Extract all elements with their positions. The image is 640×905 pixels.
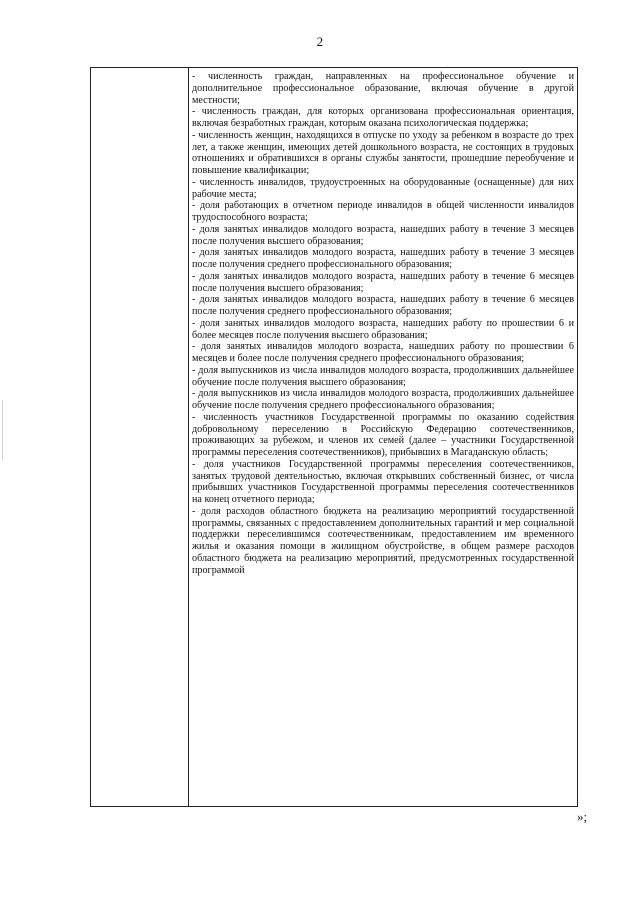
page-number: 2 [316,34,324,49]
indicator-item: - численность граждан, для которых организована профессиональная ориентация, включая безработных граждан, которым оказана психологическая поддержка; [192,106,574,129]
indicator-item: - доля участников Государственной программы переселения соотечественников, занятых трудовой деятельностью, включая открывших собственный бизнес, от числа прибывших участников Государственной программы переселения соотечественников на конец отчетного периода; [192,458,574,505]
indicator-table [90,67,578,807]
indicator-item: - доля занятых инвалидов молодого возраста, нашедших работу по прошествии 6 и более месяцев после получения высшего образования; [192,317,574,341]
margin-mark [2,400,3,460]
indicators-cell [192,71,574,576]
indicator-item: - доля выпускников из числа инвалидов молодого возраста, продолживших дальнейшее обучение после получения среднего профессионального образования; [192,388,574,411]
indicator-item: - доля выпускников из числа инвалидов молодого возраста, продолживших дальнейшее обучение после получения высшего образования; [192,364,574,388]
indicator-item: - доля занятых инвалидов молодого возраста, нашедших работу в течение 6 месяцев после получения высшего образования; [192,270,574,294]
indicator-item: - доля занятых инвалидов молодого возраста, нашедших работу по прошествии 6 месяцев и более после получения среднего профессионального образования; [192,341,574,364]
indicator-item: - доля занятых инвалидов молодого возраста, нашедших работу в течение 3 месяцев после получения высшего образования; [192,223,574,247]
indicator-item: - доля работающих в отчетном периоде инвалидов в общей численности инвалидов трудоспособного возраста; [192,200,574,223]
indicator-item: - численность граждан, направленных на профессиональное обучение и дополнительное профессиональное образование, включая обучение в другой местности; [192,71,574,106]
closing-quote-mark: »; [577,809,588,824]
column-divider [188,68,189,806]
indicator-item: - доля занятых инвалидов молодого возраста, нашедших работу в течение 6 месяцев после получения среднего профессионального образования; [192,294,574,317]
indicator-item: - численность участников Государственной программы по оказанию содействия добровольному переселению в Российскую Федерацию соотечественников, проживающих за рубежом, и членов их семей (далее – участники Государственной программы переселения соотечественников), прибывших в Магаданскую область; [192,411,574,458]
indicator-item: - численность женщин, находящихся в отпуске по уходу за ребенком в возрасте до трех лет, а также женщин, имеющих детей дошкольного возраста, не состоящих в трудовых отношениях и обратившихся в органы службы занятости, прошедшие переобучение и повышение квалификации; [192,129,574,176]
indicator-item: - доля расходов областного бюджета на реализацию мероприятий государственной программы, связанных с предоставлением дополнительных гарантий и мер социальной поддержки переселившимся соотечественникам, предоставлением им временного жилья и оказания помощи в жилищном обустройстве, в общем размере расходов областного бюджета на реализацию мероприятий, предусмотренных государственной программой [192,505,574,576]
indicator-item: - численность инвалидов, трудоустроенных на оборудованные (оснащенные) для них рабочие места; [192,176,574,200]
indicator-item: - доля занятых инвалидов молодого возраста, нашедших работу в течение 3 месяцев после получения среднего профессионального образования; [192,247,574,270]
